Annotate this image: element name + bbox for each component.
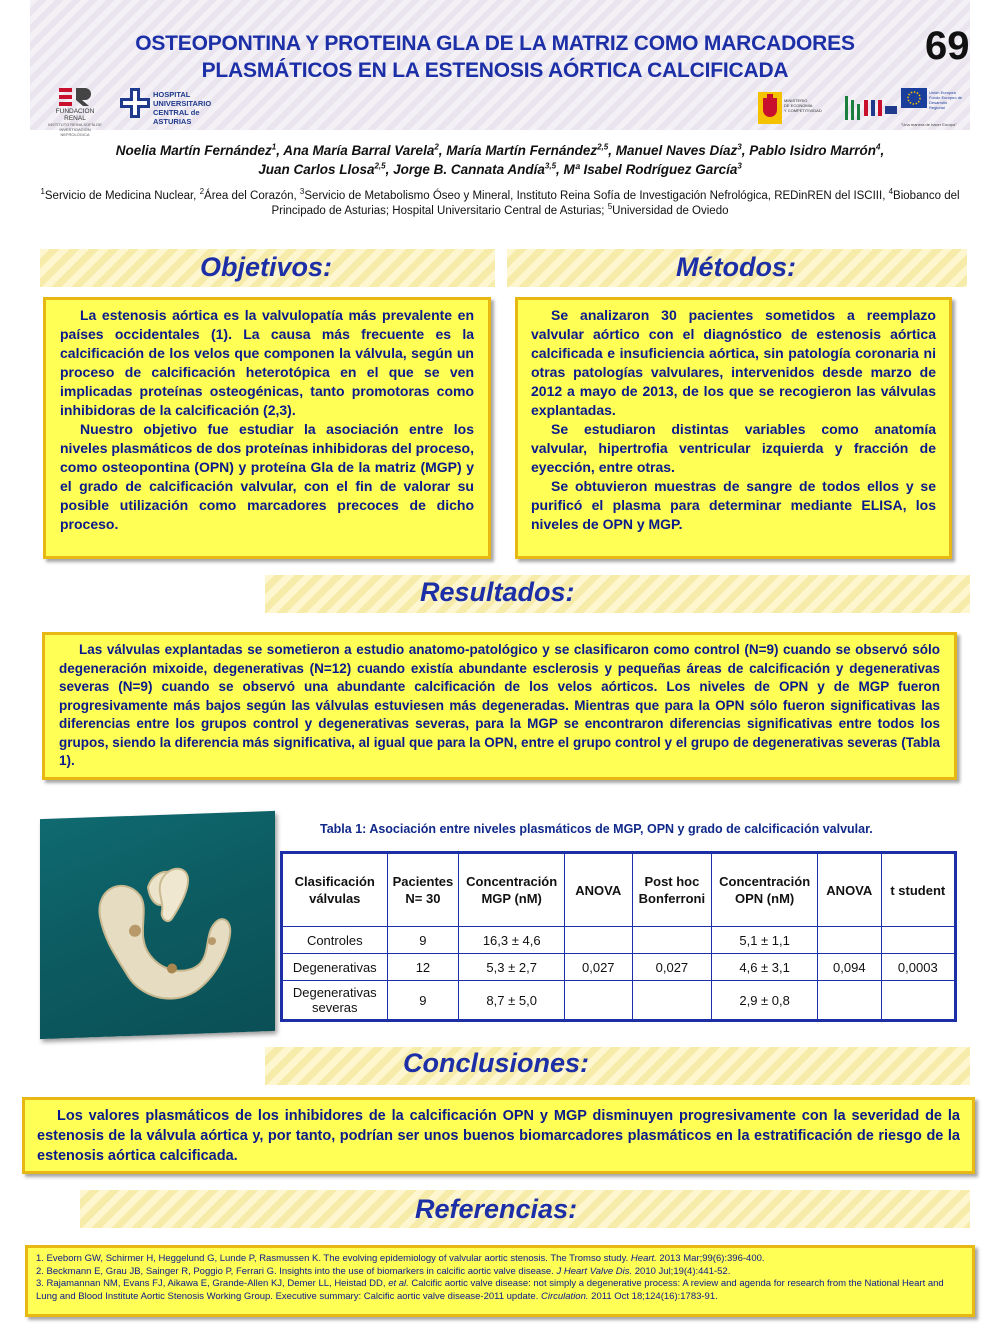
valve-photo xyxy=(40,811,275,1039)
referencias-heading: Referencias: xyxy=(415,1194,578,1224)
objetivos-box xyxy=(43,297,491,559)
table-header-row xyxy=(282,853,956,927)
title-line-1: OSTEOPONTINA Y PROTEINA GLA DE LA MATRIZ COMO MARCADORES xyxy=(135,32,855,55)
header-mgp: Concentración MGP (nM) xyxy=(459,853,565,927)
reference-1: 1. Eveborn GW, Schirmer H, Heggelund G, Lunde P, Rasmussen K. The evolving epidemiology of valvular aortic stenosis. The Tromso study. Heart. 2013 Mar;99(6):396-400. xyxy=(36,1253,765,1264)
metodos-paragraph-2: Se estudiaron distintas variables como anatomía valvular, hipertrofia ventricular izquierda y fracción de eyección, entre otras. xyxy=(531,421,936,475)
resultados-heading: Resultados: xyxy=(420,577,575,607)
objetivos-paragraph-1: La estenosis aórtica es la valvulopatía más prevalente en países occidentales (1). La causa más frecuente es la calcificación de los velos que componen la válvula, según un proceso de calcificación heterotópica en el que se ven implicadas proteínas osteogénicas, tanto promotoras como inhibidoras de la calcificación (2,3). xyxy=(60,307,474,418)
eu-motto: "Una manera de hacer Europa" xyxy=(901,122,957,127)
hospital-cross-icon xyxy=(120,88,150,118)
poster-number: 69 xyxy=(925,24,970,68)
resultados-paragraph-1: Las válvulas explantadas se sometieron a estudio anatomo-patológico y se clasificaron como control (N=9) cuando se observó sólo degeneración mixoide, degenerativas (N=12) cuando existía abundante esclerosis y pequeñas áreas de calcificación y degenerativas severas (N=9) cuando se observó una abundante calcificación de los velos aórticos. Los niveles de OPN y de MGP fueron progresivamente más bajos según las válvulas estuviesen más degeneradas. Mientras que para la OPN sólo fueron significativas las diferencias entre los grupos control y degenerativas severas, para la MGP se encontraron diferencias significativas entre todos los grupos, siendo la diferencia más significativa, al igual que para la OPN, entre el grupo control y el grupo de degenerativas severas (Tabla 1). xyxy=(59,642,940,768)
metodos-paragraph-3: Se obtuvieron muestras de sangre de todos ellos y se purificó el plasma para determinar mediante ELISA, los niveles de OPN y MGP. xyxy=(531,478,936,532)
conclusiones-box xyxy=(22,1097,975,1174)
ministerio-logo xyxy=(758,92,828,126)
table-row: Degenerativas 12 5,3 ± 2,7 0,027 0,027 4,6 ± 3,1 0,094 0,0003 xyxy=(282,954,956,981)
table-row: Controles 9 16,3 ± 4,6 5,1 ± 1,1 xyxy=(282,927,956,954)
header-anova-mgp: ANOVA xyxy=(565,853,633,927)
header-opn: Concentración OPN (nM) xyxy=(712,853,818,927)
isciii-logo-icon xyxy=(842,94,862,122)
poster-title xyxy=(60,30,930,84)
affiliations: $^1$Servicio de Medicina Nuclear, $^2$Área del Corazón, $^3$Servicio de Metabolismo Óseo y Mineral, Instituto Reina Sofía de Investigación Nefrológica, REDinREN del ISCIII, $^4$Biobanco del Principado de Asturias; Hospital Universitario Central de Asturias; $^5$Universidad de Oviedo xyxy=(40,187,960,217)
huca-logo xyxy=(120,88,230,128)
fundacion-renal-logo xyxy=(45,86,105,137)
references-box xyxy=(25,1245,975,1317)
conclusiones-heading-bar xyxy=(265,1047,970,1085)
metodos-paragraph-1: Se analizaron 30 pacientes sometidos a reemplazo valvular aórtico con el diagnóstico de estenosis aórtica calcificada e insuficiencia aórtica, sin patología coronaria ni otras patologías valvulares, intervenidos desde marzo de 2012 a mayo de 2013, de los que se recogieron las válvulas explantadas. xyxy=(531,307,936,418)
eu-feder-text: Unión Europea Fondo Europeo de Desarrollo Regional xyxy=(929,90,963,110)
fundacion-renal-name: FUNDACION RENAL xyxy=(55,108,95,122)
fundacion-renal-mark-icon xyxy=(57,86,93,108)
objetivos-heading: Objetivos: xyxy=(200,252,333,282)
sponsor-logos xyxy=(758,88,968,130)
spain-shield-icon xyxy=(758,92,782,124)
table-caption: Tabla 1: Asociación entre niveles plasmáticos de MGP, OPN y grado de calcificación valvular. xyxy=(320,822,873,836)
eu-flag-icon xyxy=(901,88,927,108)
resultados-box xyxy=(42,632,957,780)
header-t-student: t student xyxy=(881,853,955,927)
header-post-hoc: Post hoc Bonferroni xyxy=(632,853,712,927)
redinren-logo-icon xyxy=(864,98,898,120)
header-anova-opn: ANOVA xyxy=(817,853,881,927)
resultados-heading-bar xyxy=(265,575,970,613)
header-pacientes: Pacientes N= 30 xyxy=(387,853,459,927)
results-table xyxy=(280,851,957,1022)
conclusiones-paragraph-1: Los valores plasmáticos de los inhibidores de la calcificación OPN y MGP disminuyen progresivamente con la severidad de la estenosis de la válvula aórtica y, por tanto, podrían ser unos buenos biomarcadores plasmáticos en la estratificación de riesgo de la estenosis aórtica calcificada. xyxy=(37,1108,960,1164)
title-line-2: PLASMÁTICOS EN LA ESTENOSIS AÓRTICA CALCIFICADA xyxy=(201,59,789,82)
huca-logo-text: HOSPITAL UNIVERSITARIO CENTRAL de ASTURIAS xyxy=(153,90,212,126)
metodos-box xyxy=(515,297,952,559)
explanted-valve-image xyxy=(40,811,275,1039)
header-clasificacion: Clasificación válvulas xyxy=(282,853,388,927)
metodos-heading: Métodos: xyxy=(676,252,796,282)
ministerio-text: MINISTERIO DE ECONOMÍA Y COMPETITIVIDAD xyxy=(784,98,822,113)
eu-feder-logo xyxy=(901,88,963,130)
author-list: Noelia Martín Fernández$^1$, Ana María Barral Varela$^2$, María Martín Fernández$^{2,5}$, Manuel Naves Díaz$^3$, Pablo Isidro Marrón$^4$, Juan Carlos Llosa$^{2,5}$, Jorge B. Cannata Andía$^{3,5}$, Mª Isabel Rodríguez García$^3$ xyxy=(115,142,885,177)
fundacion-renal-subtitle: INSTITUTO REINA SOFÍA DE INVESTIGACIÓN NEFROLÓGICA xyxy=(48,122,102,137)
objetivos-paragraph-2: Nuestro objetivo fue estudiar la asociación entre los niveles plasmáticos de dos proteínas inhibidoras del proceso, como osteopontina (OPN) y proteína Gla de la matriz (MGP) y el grado de calcificación valvular, con el fin de valorar su posible utilización como marcadores precoces de dicho proceso. xyxy=(60,421,474,532)
table-row: Degenerativas severas 9 8,7 ± 5,0 2,9 ± 0,8 xyxy=(282,981,956,1021)
conclusiones-heading: Conclusiones: xyxy=(403,1048,590,1078)
reference-2: 2. Beckmann E, Grau JB, Sainger R, Poggio P, Ferrari G. Insights into the use of biomarkers in calcific aortic valve disease. J Heart Valve Dis. 2010 Jul;19(4):441-52. xyxy=(36,1265,731,1277)
reference-3: 3. Rajamannan NM, Evans FJ, Aikawa E, Grande-Allen KJ, Demer LL, Heistad DD, et al. Calcific aortic valve disease: not simply a degenerative process: A review and agenda for research from the National Heart and Lung and Blood Institute Aortic Stenosis Working Group. Executive summary: Calcific aortic valve disease-2011 update. Circulation. 2011 Oct 18;124(16):1783-91. xyxy=(36,1278,944,1302)
